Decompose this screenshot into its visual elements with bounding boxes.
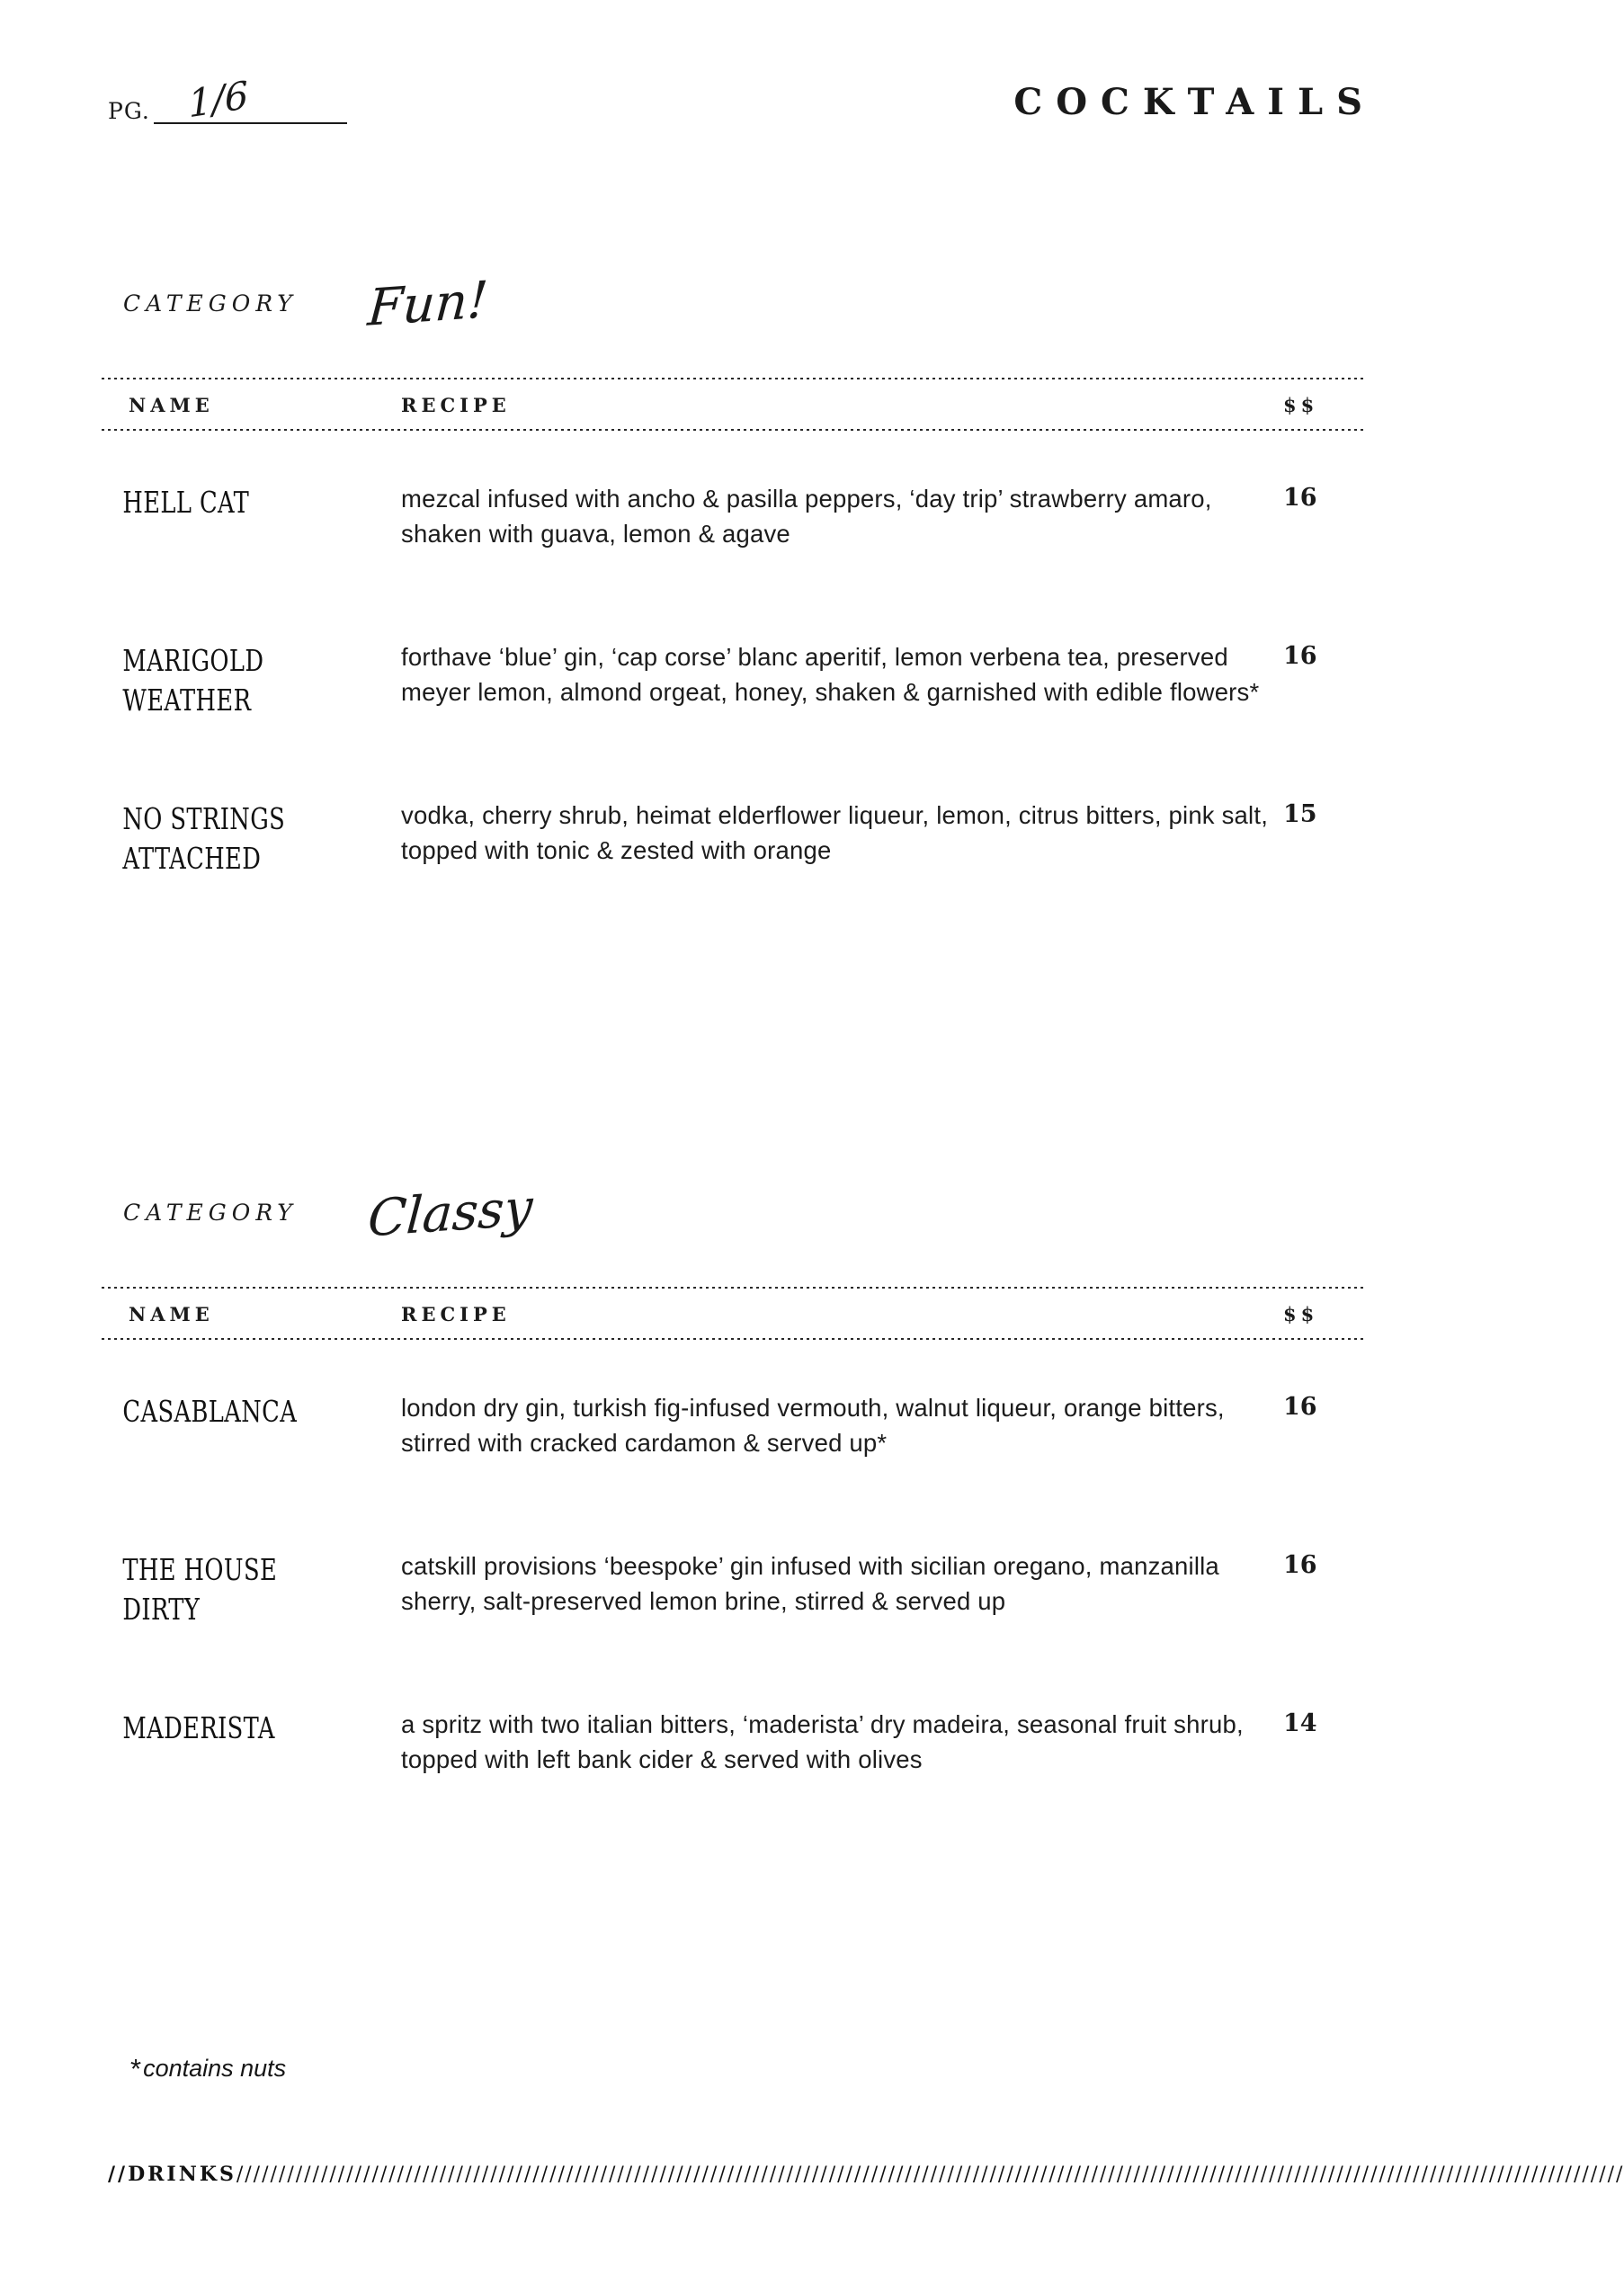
item-recipe: a spritz with two italian bitters, ‘maderista’ dry madeira, seasonal fruit shrub, topped with left bank cider & served with olives	[401, 1710, 1244, 1774]
column-header-name: NAME	[129, 1303, 214, 1325]
category-value-handwritten: Classy	[365, 1178, 535, 1249]
page-title: COCKTAILS	[1013, 81, 1376, 123]
item-name: MADERISTA	[122, 1710, 275, 1746]
item-name: MARIGOLD WEATHER	[122, 643, 264, 718]
item-name: HELL CAT	[122, 485, 250, 521]
table-row	[102, 481, 1364, 639]
item-recipe: forthave ‘blue’ gin, ‘cap corse’ blanc aperitif, lemon verbena tea, preserved meyer lemon, almond orgeat, honey, shaken & garnished with edible flowers*	[401, 643, 1260, 707]
column-header-recipe: RECIPE	[401, 1303, 511, 1325]
page-number-value: 1/6	[186, 72, 250, 127]
page-header	[108, 72, 1376, 127]
category-value-handwritten: Fun!	[365, 271, 490, 338]
item-price: 14	[1283, 1709, 1317, 1738]
page-number-line	[154, 72, 347, 127]
asterisk-icon: *	[130, 2053, 142, 2084]
item-price: 16	[1283, 1551, 1317, 1580]
category-label: CATEGORY	[123, 1200, 298, 1226]
item-recipe: catskill provisions ‘beespoke’ gin infused with sicilian oregano, manzanilla sherry, salt-preserved lemon brine, stirred & served up	[401, 1552, 1219, 1616]
table-row	[102, 1548, 1364, 1707]
table-row	[102, 1390, 1364, 1548]
column-header-recipe: RECIPE	[401, 394, 511, 416]
table-header-row	[102, 1289, 1364, 1338]
table-row	[102, 639, 1364, 798]
category-row	[102, 265, 1364, 378]
page-number-label: PG.	[108, 98, 150, 124]
table-row	[102, 1707, 1364, 1865]
item-price: 16	[1283, 642, 1317, 671]
page-footer	[108, 2163, 1624, 2186]
footnote-text: contains nuts	[143, 2055, 287, 2082]
item-name: NO STRINGS ATTACHED	[122, 801, 286, 876]
menu-rows	[102, 431, 1364, 956]
item-recipe: mezcal infused with ancho & pasilla peppers, ‘day trip’ strawberry amaro, shaken with guava, lemon & agave	[401, 485, 1212, 549]
item-price: 16	[1283, 1393, 1317, 1422]
column-header-price: $$	[1283, 1303, 1319, 1325]
category-row	[102, 1174, 1364, 1287]
menu-section-fun	[102, 265, 1364, 956]
category-label: CATEGORY	[123, 290, 298, 317]
column-header-name: NAME	[129, 394, 214, 416]
menu-rows	[102, 1340, 1364, 1865]
item-recipe: vodka, cherry shrub, heimat elderflower liqueur, lemon, citrus bitters, pink salt, topped with tonic & zested with orange	[401, 801, 1269, 865]
item-name: CASABLANCA	[122, 1394, 298, 1430]
item-price: 16	[1283, 484, 1317, 513]
footer-drinks-label: //DRINKS	[108, 2163, 236, 2186]
table-row	[102, 798, 1364, 956]
item-recipe: london dry gin, turkish fig-infused vermouth, walnut liqueur, orange bitters, stirred with cracked cardamon & served up*	[401, 1394, 1225, 1458]
item-name: THE HOUSE DIRTY	[122, 1552, 278, 1627]
page-number-block	[108, 72, 347, 127]
footer-slash-fill: ////////////////////////////////////////////////////////////////////////////////////////////////////////////////////////////////////////////////////////////////////	[236, 2164, 1624, 2186]
menu-section-classy	[102, 1174, 1364, 1865]
table-header-row	[102, 379, 1364, 429]
item-price: 15	[1283, 800, 1317, 829]
footnote	[130, 2053, 286, 2085]
column-header-price: $$	[1283, 394, 1319, 416]
